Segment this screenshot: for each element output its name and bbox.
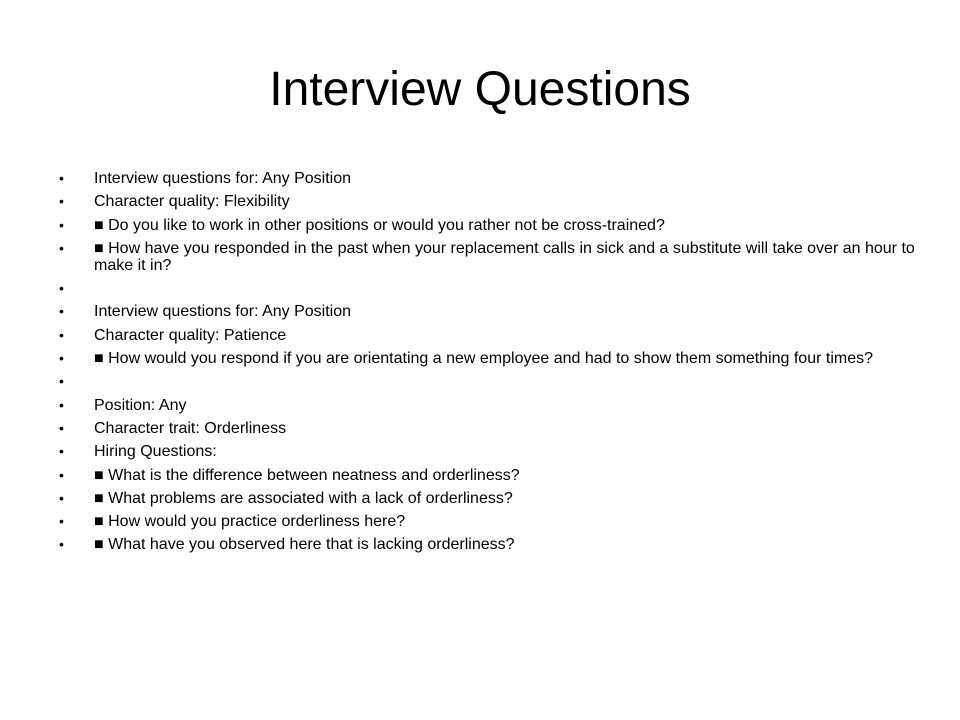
bullet-item — [57, 350, 917, 367]
bullet-item — [57, 170, 917, 187]
bullet-point-icon: • — [59, 396, 64, 413]
bullet-point-icon: • — [59, 489, 64, 506]
bullet-text: ■ What problems are associated with a lack of orderliness? — [94, 489, 513, 507]
bullet-text: Character trait: Orderliness — [94, 419, 287, 437]
bullet-text: Position: Any — [94, 396, 187, 414]
bullet-item — [57, 536, 917, 553]
bullet-point-icon: • — [59, 303, 64, 320]
bullet-text: Interview questions for: Any Position — [94, 303, 352, 321]
bullet-item — [57, 217, 917, 234]
bullet-point-icon: • — [59, 513, 64, 530]
bullet-point-icon: • — [59, 216, 64, 233]
bullet-text: ■ Do you like to work in other positions or would you rather not be cross-trained? — [94, 216, 665, 234]
slide-title: Interview Questions — [269, 63, 691, 116]
bullet-item — [57, 420, 917, 437]
bullet-point-icon: • — [59, 536, 64, 553]
bullet-item — [57, 467, 917, 484]
bullet-item — [57, 513, 917, 530]
bullet-text: ■ What is the difference between neatness and orderliness? — [94, 466, 520, 484]
bullet-item — [57, 240, 917, 274]
bullet-list — [57, 170, 917, 560]
bullet-point-icon: • — [59, 443, 64, 460]
bullet-text: Character quality: Patience — [94, 326, 287, 344]
bullet-point-icon: • — [59, 350, 64, 367]
bullet-text: Character quality: Flexibility — [94, 193, 290, 211]
bullet-point-icon: • — [59, 193, 64, 210]
bullet-text: ■ How would you practice orderliness here? — [94, 513, 406, 531]
bullet-item — [57, 373, 917, 390]
bullet-item — [57, 280, 917, 297]
bullet-point-icon: • — [59, 280, 64, 297]
bullet-point-icon: • — [59, 239, 64, 256]
bullet-item — [57, 193, 917, 210]
bullet-text: Hiring Questions: — [94, 443, 217, 461]
bullet-point-icon: • — [59, 419, 64, 436]
bullet-text: ■ How would you respond if you are orientating a new employee and had to show them something four times? — [94, 350, 873, 368]
bullet-text: ■ What have you observed here that is lacking orderliness? — [94, 536, 515, 554]
bullet-item — [57, 397, 917, 414]
bullet-point-icon: • — [59, 373, 64, 390]
bullet-text: Interview questions for: Any Position — [94, 170, 352, 187]
bullet-point-icon: • — [59, 466, 64, 483]
bullet-item — [57, 303, 917, 320]
bullet-point-icon: • — [59, 326, 64, 343]
bullet-text: ■ How have you responded in the past when your replacement calls in sick and a substitute will take over an hour to make it in? — [94, 239, 915, 274]
bullet-item — [57, 490, 917, 507]
bullet-item — [57, 327, 917, 344]
bullet-item — [57, 443, 917, 460]
bullet-point-icon: • — [59, 170, 64, 186]
